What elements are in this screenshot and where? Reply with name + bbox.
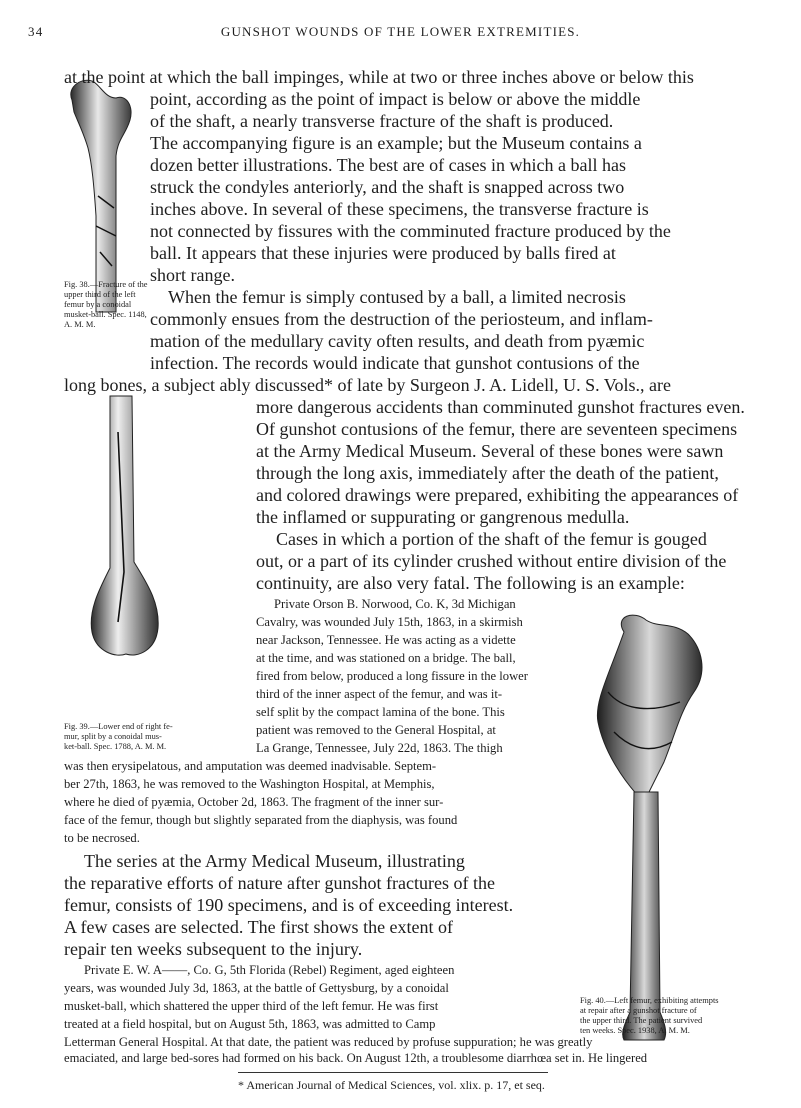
text-line: short range. xyxy=(150,265,235,285)
case-text-line: where he died of pyæmia, October 2d, 1863. The fragment of the inner sur- xyxy=(64,795,444,809)
case-text-line: to be necrosed. xyxy=(64,831,140,845)
case-text-line: self split by the compact lamina of the bone. This xyxy=(256,705,505,719)
text-line: dozen better illustrations. The best are of cases in which a ball has xyxy=(150,155,627,175)
case-text-line: was then erysipelatous, and amputation was deemed inadvisable. Septem- xyxy=(64,759,437,773)
figure-40-caption-line: the upper third. The patient survived xyxy=(580,1016,703,1025)
case-text-line: Private E. W. A——, Co. G, 5th Florida (Rebel) Regiment, aged eighteen xyxy=(84,963,455,977)
text-line: at the Army Medical Museum. Several of these bones were sawn xyxy=(256,441,724,461)
footnote: * American Journal of Medical Sciences, vol. xlix. p. 17, et seq. xyxy=(238,1078,545,1092)
case-text-line: at the time, and was stationed on a bridge. The ball, xyxy=(256,651,516,665)
text-line: femur, consists of 190 specimens, and is of exceeding interest. xyxy=(64,895,514,915)
text-line: commonly ensues from the destruction of the periosteum, and inflam- xyxy=(150,309,653,329)
figure-40-caption-line: Fig. 40.—Left femur, exhibiting attempts xyxy=(580,996,719,1005)
figure-38-caption-line: musket-ball. Spec. 1148, xyxy=(64,310,147,319)
figure-39-image xyxy=(88,392,162,660)
text-line: infection. The records would indicate that gunshot contusions of the xyxy=(150,353,640,373)
case-text-line: Cavalry, was wounded July 15th, 1863, in a skirmish xyxy=(256,615,523,629)
case-text-line: emaciated, and large bed-sores had formed on his back. On August 12th, a troublesome diarrhœa set in. He lingered xyxy=(64,1051,648,1065)
text-line: of the shaft, a nearly transverse fracture of the shaft is produced. xyxy=(150,111,614,131)
text-line: not connected by fissures with the comminuted fracture produced by the xyxy=(150,221,671,241)
case-text-line: near Jackson, Tennessee. He was acting as a vidette xyxy=(256,633,516,647)
page-number: 34 xyxy=(28,24,44,39)
text-line: repair ten weeks subsequent to the injury. xyxy=(64,939,363,959)
text-line: point, according as the point of impact is below or above the middle xyxy=(150,89,641,109)
text-line: Of gunshot contusions of the femur, there are seventeen specimens xyxy=(256,419,738,439)
page-header xyxy=(28,24,773,50)
figure-38-caption-line: Fig. 38.—Fracture of the xyxy=(64,280,148,289)
figure-40-caption-line: ten weeks. Spec. 1938, A. M. M. xyxy=(580,1026,690,1035)
case-text-line: treated at a field hospital, but on August 5th, 1863, was admitted to Camp xyxy=(64,1017,436,1031)
case-text-line: Private Orson B. Norwood, Co. K, 3d Michigan xyxy=(274,597,516,611)
text-line: Cases in which a portion of the shaft of the femur is gouged xyxy=(276,529,707,549)
figure-39-caption-line: Fig. 39.—Lower end of right fe- xyxy=(64,722,173,731)
figure-38-caption-line: A. M. M. xyxy=(64,320,96,329)
text-line: out, or a part of its cylinder crushed without entire division of the xyxy=(256,551,727,571)
figure-40-image xyxy=(584,612,712,1042)
figure-38-caption-line: upper third of the left xyxy=(64,290,136,299)
case-text-line: La Grange, Tennessee, July 22d, 1863. The thigh xyxy=(256,741,503,755)
figure-38-caption-line: femur by a conoidal xyxy=(64,300,132,309)
text-line: long bones, a subject ably discussed* of late by Surgeon J. A. Lidell, U. S. Vols., are xyxy=(64,375,671,395)
case-text-line: face of the femur, though but slightly separated from the diaphysis, was found xyxy=(64,813,458,827)
text-line: The series at the Army Medical Museum, illustrating xyxy=(84,851,465,871)
footnote-rule xyxy=(238,1072,548,1073)
case-text-line: third of the inner aspect of the femur, and was it- xyxy=(256,687,503,701)
figure-39-caption-line: mur, split by a conoidal mus- xyxy=(64,732,162,741)
text-line: continuity, are also very fatal. The following is an example: xyxy=(256,573,685,593)
text-line: inches above. In several of these specimens, the transverse fracture is xyxy=(150,199,649,219)
figure-39-caption-line: ket-ball. Spec. 1788, A. M. M. xyxy=(64,742,167,751)
text-line: the inflamed or suppurating or gangrenous medulla. xyxy=(256,507,630,527)
running-title: GUNSHOT WOUNDS OF THE LOWER EXTREMITIES. xyxy=(220,24,581,39)
text-line: and colored drawings were prepared, exhibiting the appearances of xyxy=(256,485,739,505)
text-line: ball. It appears that these injuries were produced by balls fired at xyxy=(150,243,616,263)
text-line: through the long axis, immediately after the death of the patient, xyxy=(256,463,719,483)
text-line: struck the condyles anteriorly, and the shaft is snapped across two xyxy=(150,177,625,197)
text-line: mation of the medullary cavity often results, and death from pyæmic xyxy=(150,331,645,351)
case-text-line: musket-ball, which shattered the upper third of the left femur. He was first xyxy=(64,999,439,1013)
case-text-line: ber 27th, 1863, he was removed to the Washington Hospital, at Memphis, xyxy=(64,777,435,791)
text-line: at the point at which the ball impinges, while at two or three inches above or below this xyxy=(64,67,694,87)
case-text-line: fired from below, produced a long fissure in the lower xyxy=(256,669,528,683)
case-text-line: patient was removed to the General Hospital, at xyxy=(256,723,496,737)
text-line: A few cases are selected. The first shows the extent of xyxy=(64,917,454,937)
case-text-line: years, was wounded July 3d, 1863, at the battle of Gettysburg, by a conoidal xyxy=(64,981,449,995)
text-line: more dangerous accidents than comminuted gunshot fractures even. xyxy=(256,397,745,417)
case-text-line: Letterman General Hospital. At that date, the patient was reduced by profuse suppuration; he was greatly xyxy=(64,1035,593,1049)
text-line: When the femur is simply contused by a ball, a limited necrosis xyxy=(168,287,626,307)
figure-40-caption-line: at repair after a gunshot fracture of xyxy=(580,1006,697,1015)
text-line: The accompanying figure is an example; but the Museum contains a xyxy=(150,133,642,153)
text-line: the reparative efforts of nature after gunshot fractures of the xyxy=(64,873,495,893)
